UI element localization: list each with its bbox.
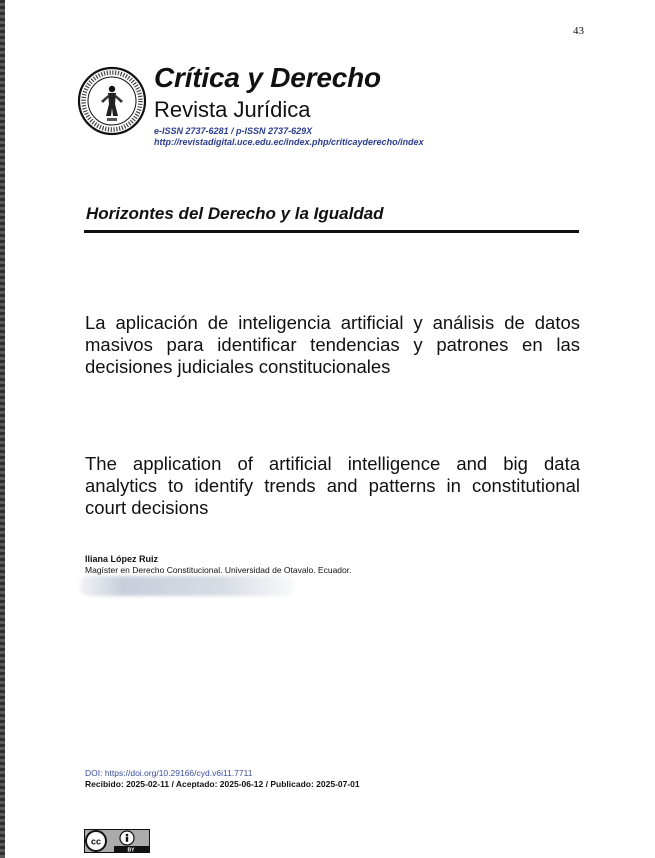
redacted-email-blur — [80, 576, 295, 596]
journal-subtitle: Revista Jurídica — [154, 97, 311, 122]
article-title-english: The application of artificial intelligence and big data analytics to identify trends and patterns in constitutional court decisions — [85, 453, 580, 518]
cc-icon — [86, 831, 106, 851]
page-number: 43 — [573, 25, 584, 37]
journal-url-link[interactable]: http://revistadigital.uce.edu.ec/index.php/criticayderecho/index — [154, 137, 424, 147]
author-name: Iliana López Ruiz — [85, 554, 159, 564]
author-affiliation: Magíster en Derecho Constitucional. Universidad de Otavalo. Ecuador. — [85, 565, 352, 575]
by-attribution-icon — [120, 831, 134, 845]
section-heading: Horizontes del Derecho y la Igualdad — [86, 204, 384, 223]
article-title-spanish: La aplicación de inteligencia artificial y análisis de datos masivos para identificar tendencias y patrones en las decisiones judiciales constitucionales — [85, 312, 580, 377]
university-seal-icon — [77, 66, 147, 136]
issn-line: e-ISSN 2737-6281 / p-ISSN 2737-629X — [154, 126, 313, 136]
svg-text:cc: cc — [90, 836, 102, 847]
license-badge-text: BY — [127, 847, 135, 853]
journal-title: Crítica y Derecho — [154, 62, 381, 93]
publication-dates: Recibido: 2025-02-11 / Aceptado: 2025-06-12 / Publicado: 2025-07-01 — [85, 779, 360, 789]
scanned-page-edge — [0, 0, 5, 858]
section-divider — [84, 230, 579, 233]
doi-link[interactable]: DOI: https://doi.org/10.29166/cyd.v6i11.7711 — [85, 768, 253, 778]
cc-by-license-badge[interactable] — [84, 829, 150, 853]
